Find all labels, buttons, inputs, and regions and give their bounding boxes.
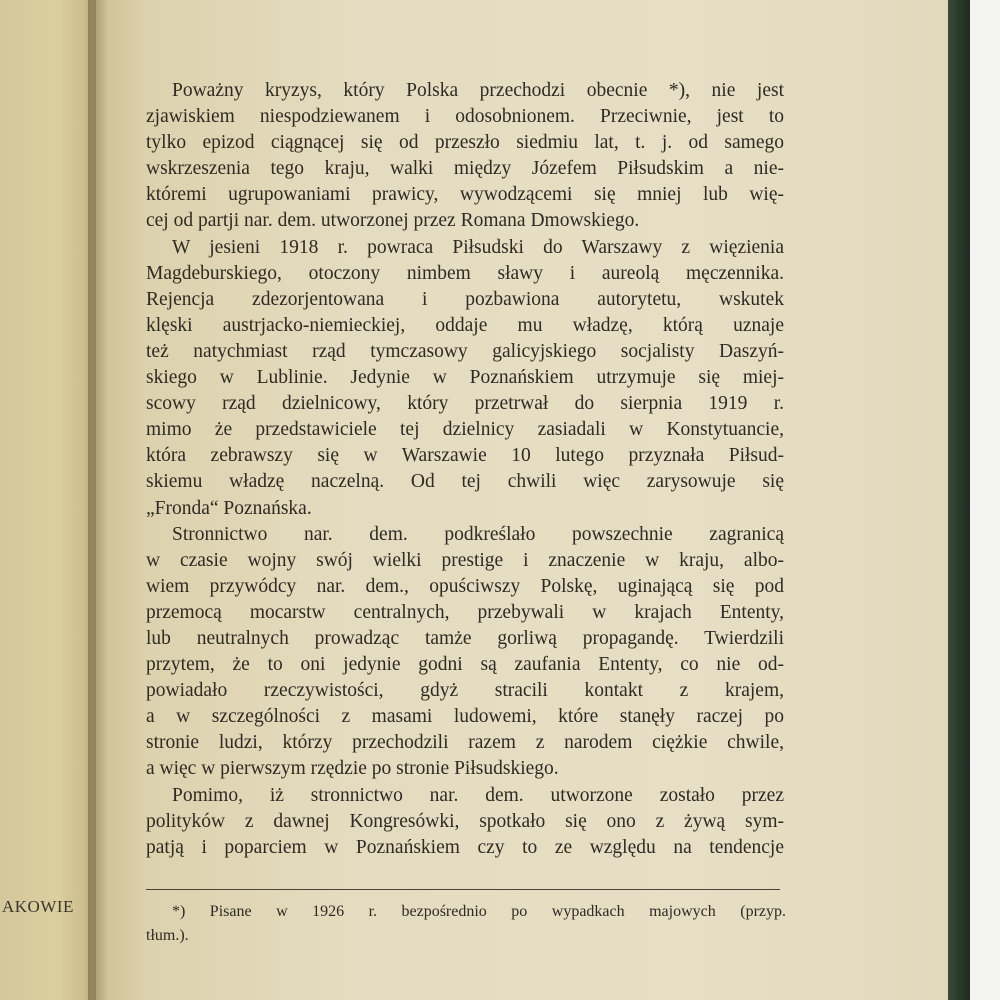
text-line: zjawiskiem niespodziewanem i odosobnionem. Przeciwnie, jest to (146, 106, 784, 128)
text-line: powiadało rzeczywistości, gdyż stracili kontakt z krajem, (146, 680, 784, 702)
left-page-edge (0, 0, 96, 1000)
book-gutter-shadow (88, 0, 108, 1000)
text-line: w czasie wojny swój wielki prestige i znaczenie w kraju, albo- (146, 549, 784, 571)
text-line: „Fronda“ Poznańska. (146, 497, 312, 519)
text-line: mimo że przedstawiciele tej dzielnicy zasiadali w Konstytuancie, (146, 419, 784, 441)
text-line: Stronnictwo nar. dem. podkreślało powszechnie zagranicą (172, 523, 784, 545)
text-line: która zebrawszy się w Warszawie 10 lutego przyznała Piłsud- (146, 445, 784, 467)
text-line: cej od partji nar. dem. utworzonej przez Romana Dmowskiego. (146, 210, 640, 232)
text-line: W jesieni 1918 r. powraca Piłsudski do Warszawy z więzienia (172, 236, 784, 258)
text-line: polityków z dawnej Kongresówki, spotkało się ono z żywą sym- (146, 810, 784, 832)
text-line: Pomimo, iż stronnictwo nar. dem. utworzone zostało przez (172, 784, 784, 806)
text-line: skiemu władzę naczelną. Od tej chwili więc zarysowuje się (146, 471, 784, 493)
background-outside (970, 0, 1000, 1000)
text-line: Magdeburskiego, otoczony nimbem sławy i aureolą męczennika. (146, 262, 784, 284)
text-line: stronie ludzi, którzy przechodzili razem z narodem ciężkie chwile, (146, 732, 784, 754)
text-line: Rejencja zdezorjentowana i pozbawiona autorytetu, wskutek (146, 288, 784, 310)
left-page-text-fragment: AKOWIE (2, 897, 74, 916)
text-line: któremi ugrupowaniami prawicy, wywodzącemi się mniej lub wię- (146, 184, 784, 206)
text-line: Poważny kryzys, który Polska przechodzi obecnie *), nie jest (172, 80, 784, 101)
text-line: klęski austrjacko-niemieckiej, oddaje mu władzę, którą uznaje (146, 314, 784, 336)
text-line: *) Pisane w 1926 r. bezpośrednio po wypadkach majowych (przyp. (172, 903, 786, 920)
footnote (146, 900, 786, 948)
text-line: scowy rząd dzielnicowy, który przetrwał do sierpnia 1919 r. (146, 393, 784, 415)
body-text (146, 78, 784, 861)
text-line: przemocą mocarstw centralnych, przebywali w krajach Ententy, (146, 601, 784, 623)
text-line: patją i poparciem w Poznańskiem czy to ze względu na tendencje (146, 836, 784, 858)
text-line: a więc w pierwszym rzędzie po stronie Piłsudskiego. (146, 758, 559, 780)
text-line: wskrzeszenia tego kraju, walki między Józefem Piłsudskim a nie- (146, 158, 784, 180)
text-line: lub neutralnych prowadząc tamże gorliwą propagandę. Twierdzili (146, 627, 784, 649)
text-line: tylko epizod ciągnącej się od przeszło siedmiu lat, t. j. od samego (146, 132, 784, 154)
book-cover-edge (948, 0, 970, 1000)
text-line: też natychmiast rząd tymczasowy galicyjskiego socjalisty Daszyń- (146, 340, 784, 362)
text-line: a w szczególności z masami ludowemi, które stanęły raczej po (146, 706, 784, 728)
text-line: przytem, że to oni jedynie godni są zaufania Ententy, co nie od- (146, 654, 784, 676)
text-line: skiego w Lublinie. Jedynie w Poznańskiem utrzymuje się miej- (146, 367, 784, 389)
footnote-separator (146, 889, 780, 890)
text-line: tłum.). (146, 927, 189, 944)
text-line: wiem przywódcy nar. dem., opuściwszy Polskę, uginającą się pod (146, 575, 784, 597)
